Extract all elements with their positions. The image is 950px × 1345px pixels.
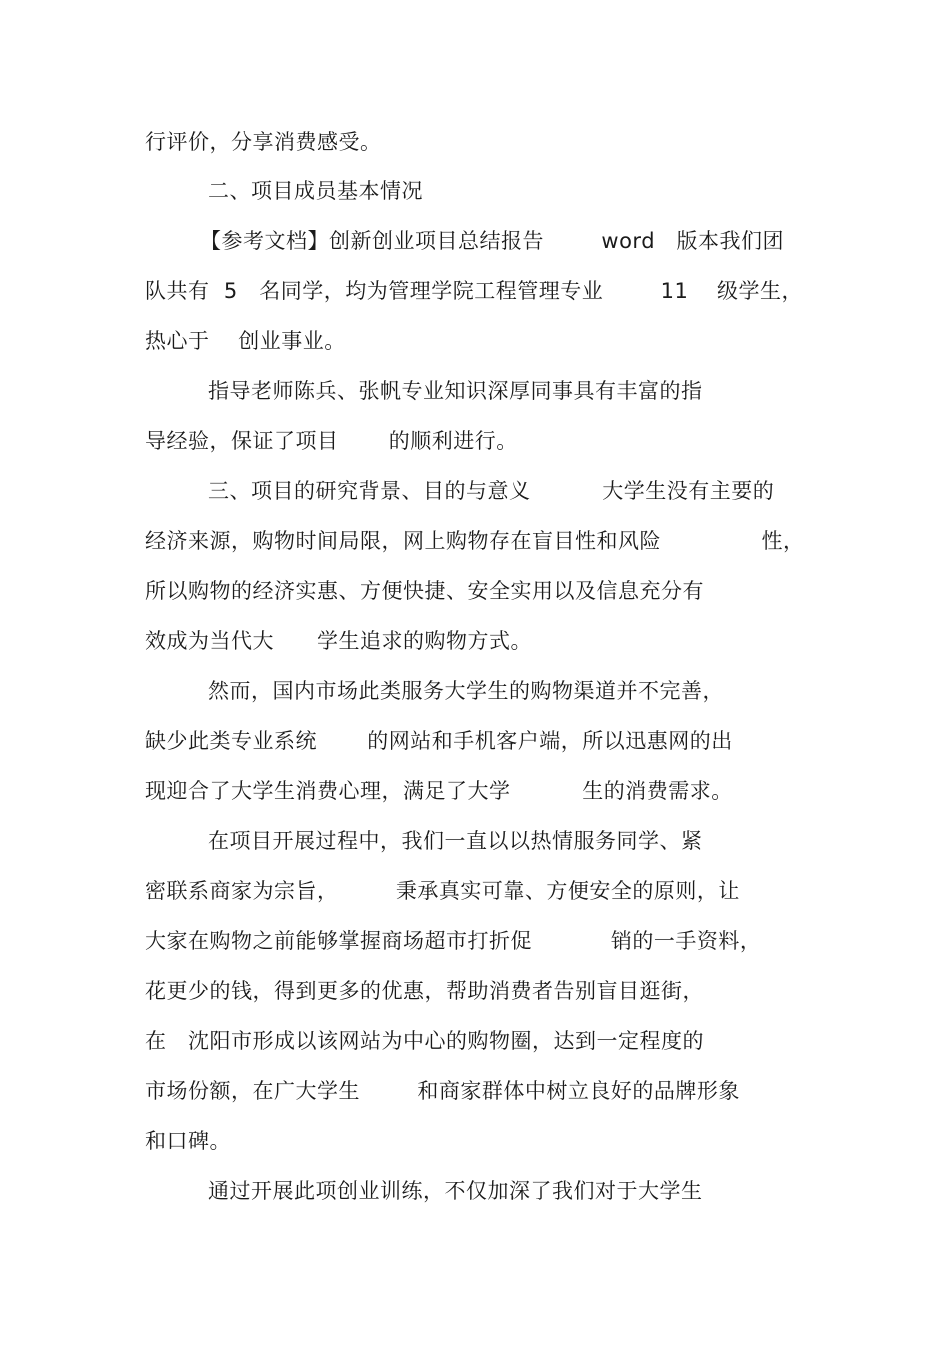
section-heading: 二、项目成员基本情况: [208, 179, 423, 203]
text-line: 在 沈阳市形成以该网站为中心的购物圈，达到一定程度的: [145, 1029, 705, 1053]
text-line: 密联系商家为宗旨， 秉承真实可靠、方便安全的原则，让: [145, 879, 740, 903]
text-line: 行评价，分享消费感受。: [145, 130, 382, 154]
text-line: 导经验，保证了项目 的顺利进行。: [145, 429, 518, 453]
text-line: 所以购物的经济实惠、方便快捷、安全实用以及信息充分有: [145, 579, 704, 603]
text-line: 花更少的钱，得到更多的优惠，帮助消费者告别盲目逛街，: [145, 979, 704, 1003]
text-line: 现迎合了大学生消费心理，满足了大学 生的消费需求。: [145, 779, 733, 803]
text-line: 指导老师陈兵、张帆专业知识深厚同事具有丰富的指: [208, 379, 703, 403]
text-line: 通过开展此项创业训练，不仅加深了我们对于大学生: [208, 1179, 703, 1203]
text-line: 经济来源，购物时间局限，网上购物存在盲目性和风险 性，: [145, 529, 805, 553]
text-line: 市场份额，在广大学生 和商家群体中树立良好的品牌形象: [145, 1079, 740, 1103]
text-line: 大家在购物之前能够掌握商场超市打折促 销的一手资料，: [145, 929, 762, 953]
text-line: 热心于 创业事业。: [145, 329, 346, 353]
text-line: 在项目开展过程中，我们一直以以热情服务同学、紧: [208, 829, 703, 853]
text-line: 然而，国内市场此类服务大学生的购物渠道并不完善，: [208, 679, 724, 703]
text-line: 缺少此类专业系统 的网站和手机客户端，所以迅惠网的出: [145, 729, 733, 753]
text-line: 【参考文档】创新创业项目总结报告 word 版本我们团: [200, 229, 785, 253]
section-heading: 三、项目的研究背景、目的与意义 大学生没有主要的: [208, 479, 775, 503]
text-line: 和口碑。: [145, 1129, 231, 1153]
text-line: 效成为当代大 学生追求的购物方式。: [145, 629, 533, 653]
text-line: 队共有 5 名同学，均为管理学院工程管理专业 11 级学生，: [145, 279, 804, 303]
